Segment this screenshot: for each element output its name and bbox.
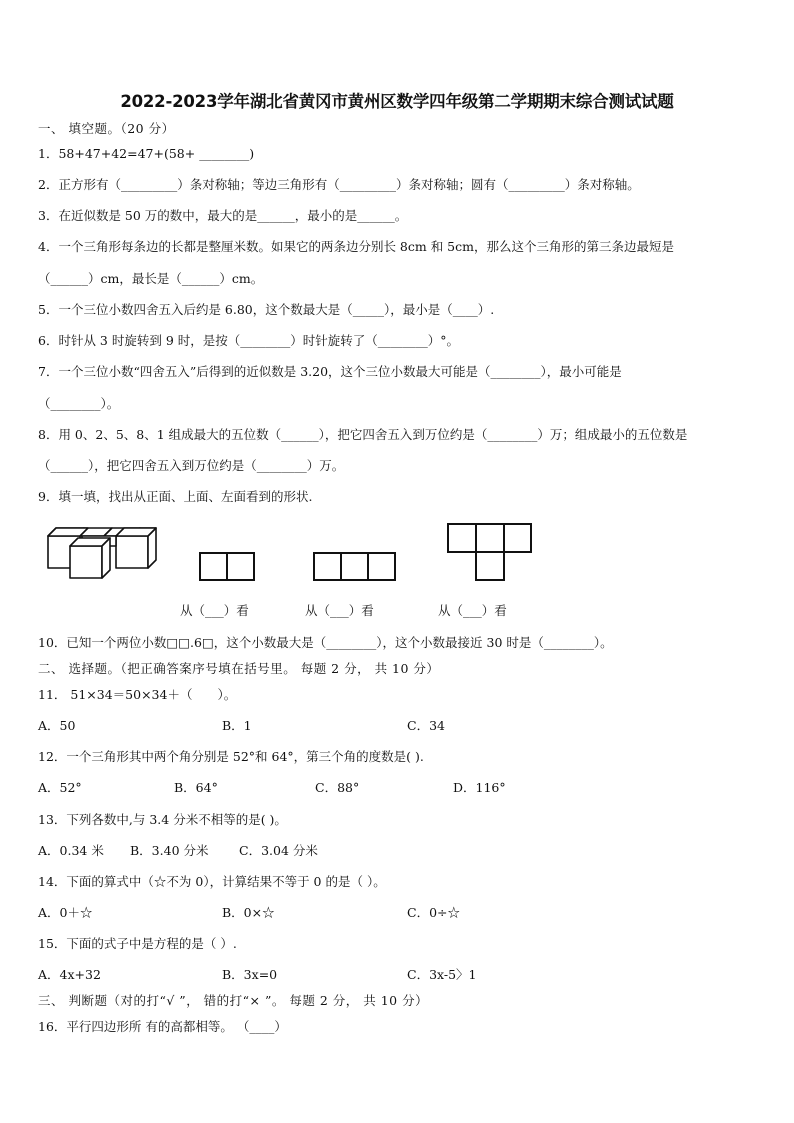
q12-option-b: B．64° [174, 780, 218, 795]
question-7-line-1: 7．一个三位小数“四舍五入”后得到的近似数是 3.20，这个三位小数最大可能是（________），最小可能是 [38, 364, 622, 379]
q14-option-b: B．0×☆ [222, 905, 275, 920]
question-11: 11． 51×34＝50×34＋（ ）。 [38, 687, 237, 702]
q11-option-c: C．34 [407, 718, 445, 733]
question-1: 1．58+47+42=47+(58+ ________) [38, 146, 255, 161]
question-12: 12．一个三角形其中两个角分别是 52°和 64°，第三个角的度数是( ). [38, 749, 424, 764]
question-15: 15．下面的式子中是方程的是（ ）. [38, 936, 237, 951]
question-4-line-2: （______）cm，最长是（______）cm。 [38, 271, 264, 286]
page-title: 2022-2023学年湖北省黄冈市黄州区数学四年级第二学期期末综合测试试题 [120, 92, 674, 111]
question-14: 14．下面的算式中（☆不为 0），计算结果不等于 0 的是（ ）。 [38, 874, 386, 889]
question-6: 6．时针从 3 时旋转到 9 时，是按（________）时针旋转了（________）°。 [38, 333, 460, 348]
q12-option-d: D．116° [453, 780, 506, 795]
q15-option-c: C．3x-5〉1 [407, 967, 477, 982]
q13-option-a: A．0.34 米 [38, 843, 104, 858]
view-three-squares-figure [313, 552, 396, 581]
q15-option-a: A．4x+32 [38, 967, 101, 982]
view-t-shape-figure [447, 523, 532, 581]
question-9: 9．填一填，找出从正面、上面、左面看到的形状. [38, 489, 313, 504]
q12-option-a: A．52° [38, 780, 82, 795]
view-caption-2: 从（___）看 [305, 603, 374, 618]
section-heading-fill-blank: 一、 填空题。（20 分） [38, 121, 175, 136]
question-8-line-1: 8．用 0、2、5、8、1 组成最大的五位数（______），把它四舍五入到万位约是（________）万；组成最小的五位数是 [38, 427, 688, 442]
view-two-squares-figure [199, 552, 255, 581]
q11-option-a: A．50 [38, 718, 76, 733]
question-10: 10．已知一个两位小数□□.6□，这个小数最大是（________），这个小数最接近 30 时是（________）。 [38, 635, 613, 650]
q15-option-b: B．3x=0 [222, 967, 278, 982]
view-caption-3: 从（___）看 [438, 603, 507, 618]
q14-option-a: A．0＋☆ [38, 905, 93, 920]
question-16: 16．平行四边形所 有的高都相等。 （____） [38, 1019, 287, 1034]
question-2: 2．正方形有（_________）条对称轴；等边三角形有（_________）条对称轴；圆有（_________）条对称轴。 [38, 177, 640, 192]
question-4-line-1: 4．一个三角形每条边的长都是整厘米数。如果它的两条边分别长 8cm 和 5cm，那么这个三角形的第三条边最短是 [38, 239, 674, 254]
q11-option-b: B．1 [222, 718, 252, 733]
question-7-line-2: （________）。 [38, 396, 120, 411]
q14-option-c: C．0÷☆ [407, 905, 460, 920]
q12-option-c: C．88° [315, 780, 360, 795]
view-caption-1: 从（___）看 [180, 603, 249, 618]
section-heading-true-false: 三、 判断题（对的打“√ ”， 错的打“× ”。 每题 2 分， 共 10 分） [38, 993, 429, 1008]
question-8-line-2: （______），把它四舍五入到万位约是（________）万。 [38, 458, 345, 473]
question-3: 3．在近似数是 50 万的数中，最大的是______，最小的是______。 [38, 208, 408, 223]
section-heading-multiple-choice: 二、 选择题。（把正确答案序号填在括号里。 每题 2 分， 共 10 分） [38, 661, 440, 676]
q13-option-c: C．3.04 分米 [239, 843, 318, 858]
cube-arrangement-figure [46, 526, 158, 582]
q13-option-b: B．3.40 分米 [130, 843, 209, 858]
question-13: 13．下列各数中,与 3.4 分米不相等的是( )。 [38, 812, 287, 827]
question-5: 5．一个三位小数四舍五入后约是 6.80，这个数最大是（_____），最小是（____）. [38, 302, 495, 317]
